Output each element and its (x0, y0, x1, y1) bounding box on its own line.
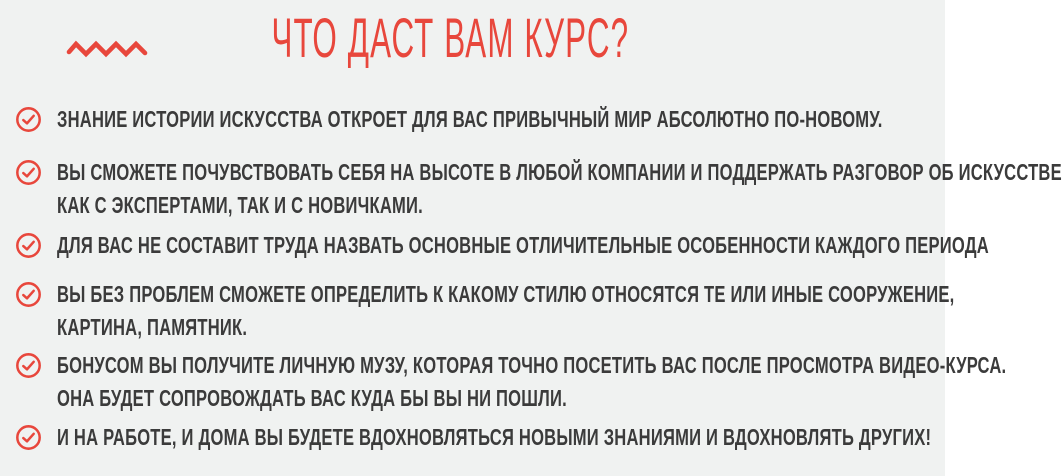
benefit-text: ДЛЯ ВАС НЕ СОСТАВИТ ТРУДА НАЗВАТЬ ОСНОВНЫЕ ОТЛИЧИТЕЛЬНЫЕ ОСОБЕННОСТИ КАЖДОГО ПЕРИОДА (57, 232, 989, 258)
list-item (15, 421, 935, 454)
list-item (15, 156, 1062, 222)
list-item (15, 278, 955, 344)
list-item (15, 103, 935, 136)
benefits-list (15, 103, 1062, 454)
list-item (15, 349, 1007, 415)
title-container (0, 8, 945, 68)
benefit-text: БОНУСОМ ВЫ ПОЛУЧИТЕ ЛИЧНУЮ МУЗУ, КОТОРАЯ ТОЧНО ПОСЕТИТЬ ВАС ПОСЛЕ ПРОСМОТРА ВИДЕО-КУРСА. ОНА БУДЕТ СОПРОВОЖДАТЬ ВАС КУДА БЫ ВЫ НИ ПОШЛИ. (57, 352, 1007, 411)
page-title: ЧТО ДАСТ ВАМ КУРС? (271, 6, 630, 69)
benefit-text: ЗНАНИЕ ИСТОРИИ ИСКУССТВА ОТКРОЕТ ДЛЯ ВАС ПРИВЫЧНЫЙ МИР АБСОЛЮТНО ПО-НОВОМУ. (57, 106, 883, 132)
check-circle-icon (15, 352, 42, 379)
list-item (15, 229, 989, 262)
check-circle-icon (15, 424, 42, 451)
benefit-text: И НА РАБОТЕ, И ДОМА ВЫ БУДЕТЕ ВДОХНОВЛЯТЬСЯ НОВЫМИ ЗНАНИЯМИ И ВДОХНОВЛЯТЬ ДРУГИХ! (57, 424, 932, 450)
check-circle-icon (15, 281, 42, 308)
check-circle-icon (15, 106, 42, 133)
check-circle-icon (15, 159, 42, 186)
benefit-text: ВЫ СМОЖЕТЕ ПОЧУВСТВОВАТЬ СЕБЯ НА ВЫСОТЕ В ЛЮБОЙ КОМПАНИИ И ПОДДЕРЖАТЬ РАЗГОВОР ОБ ИСКУССТВЕ КАК С ЭКСПЕРТАМИ, ТАК И С НОВИЧКАМИ. (57, 159, 1062, 218)
benefit-text: ВЫ БЕЗ ПРОБЛЕМ СМОЖЕТЕ ОПРЕДЕЛИТЬ К КАКОМУ СТИЛЮ ОТНОСЯТСЯ ТЕ ИЛИ ИНЫЕ СООРУЖЕНИЕ, КАРТИНА, ПАМЯТНИК. (57, 281, 955, 340)
check-circle-icon (15, 232, 42, 259)
